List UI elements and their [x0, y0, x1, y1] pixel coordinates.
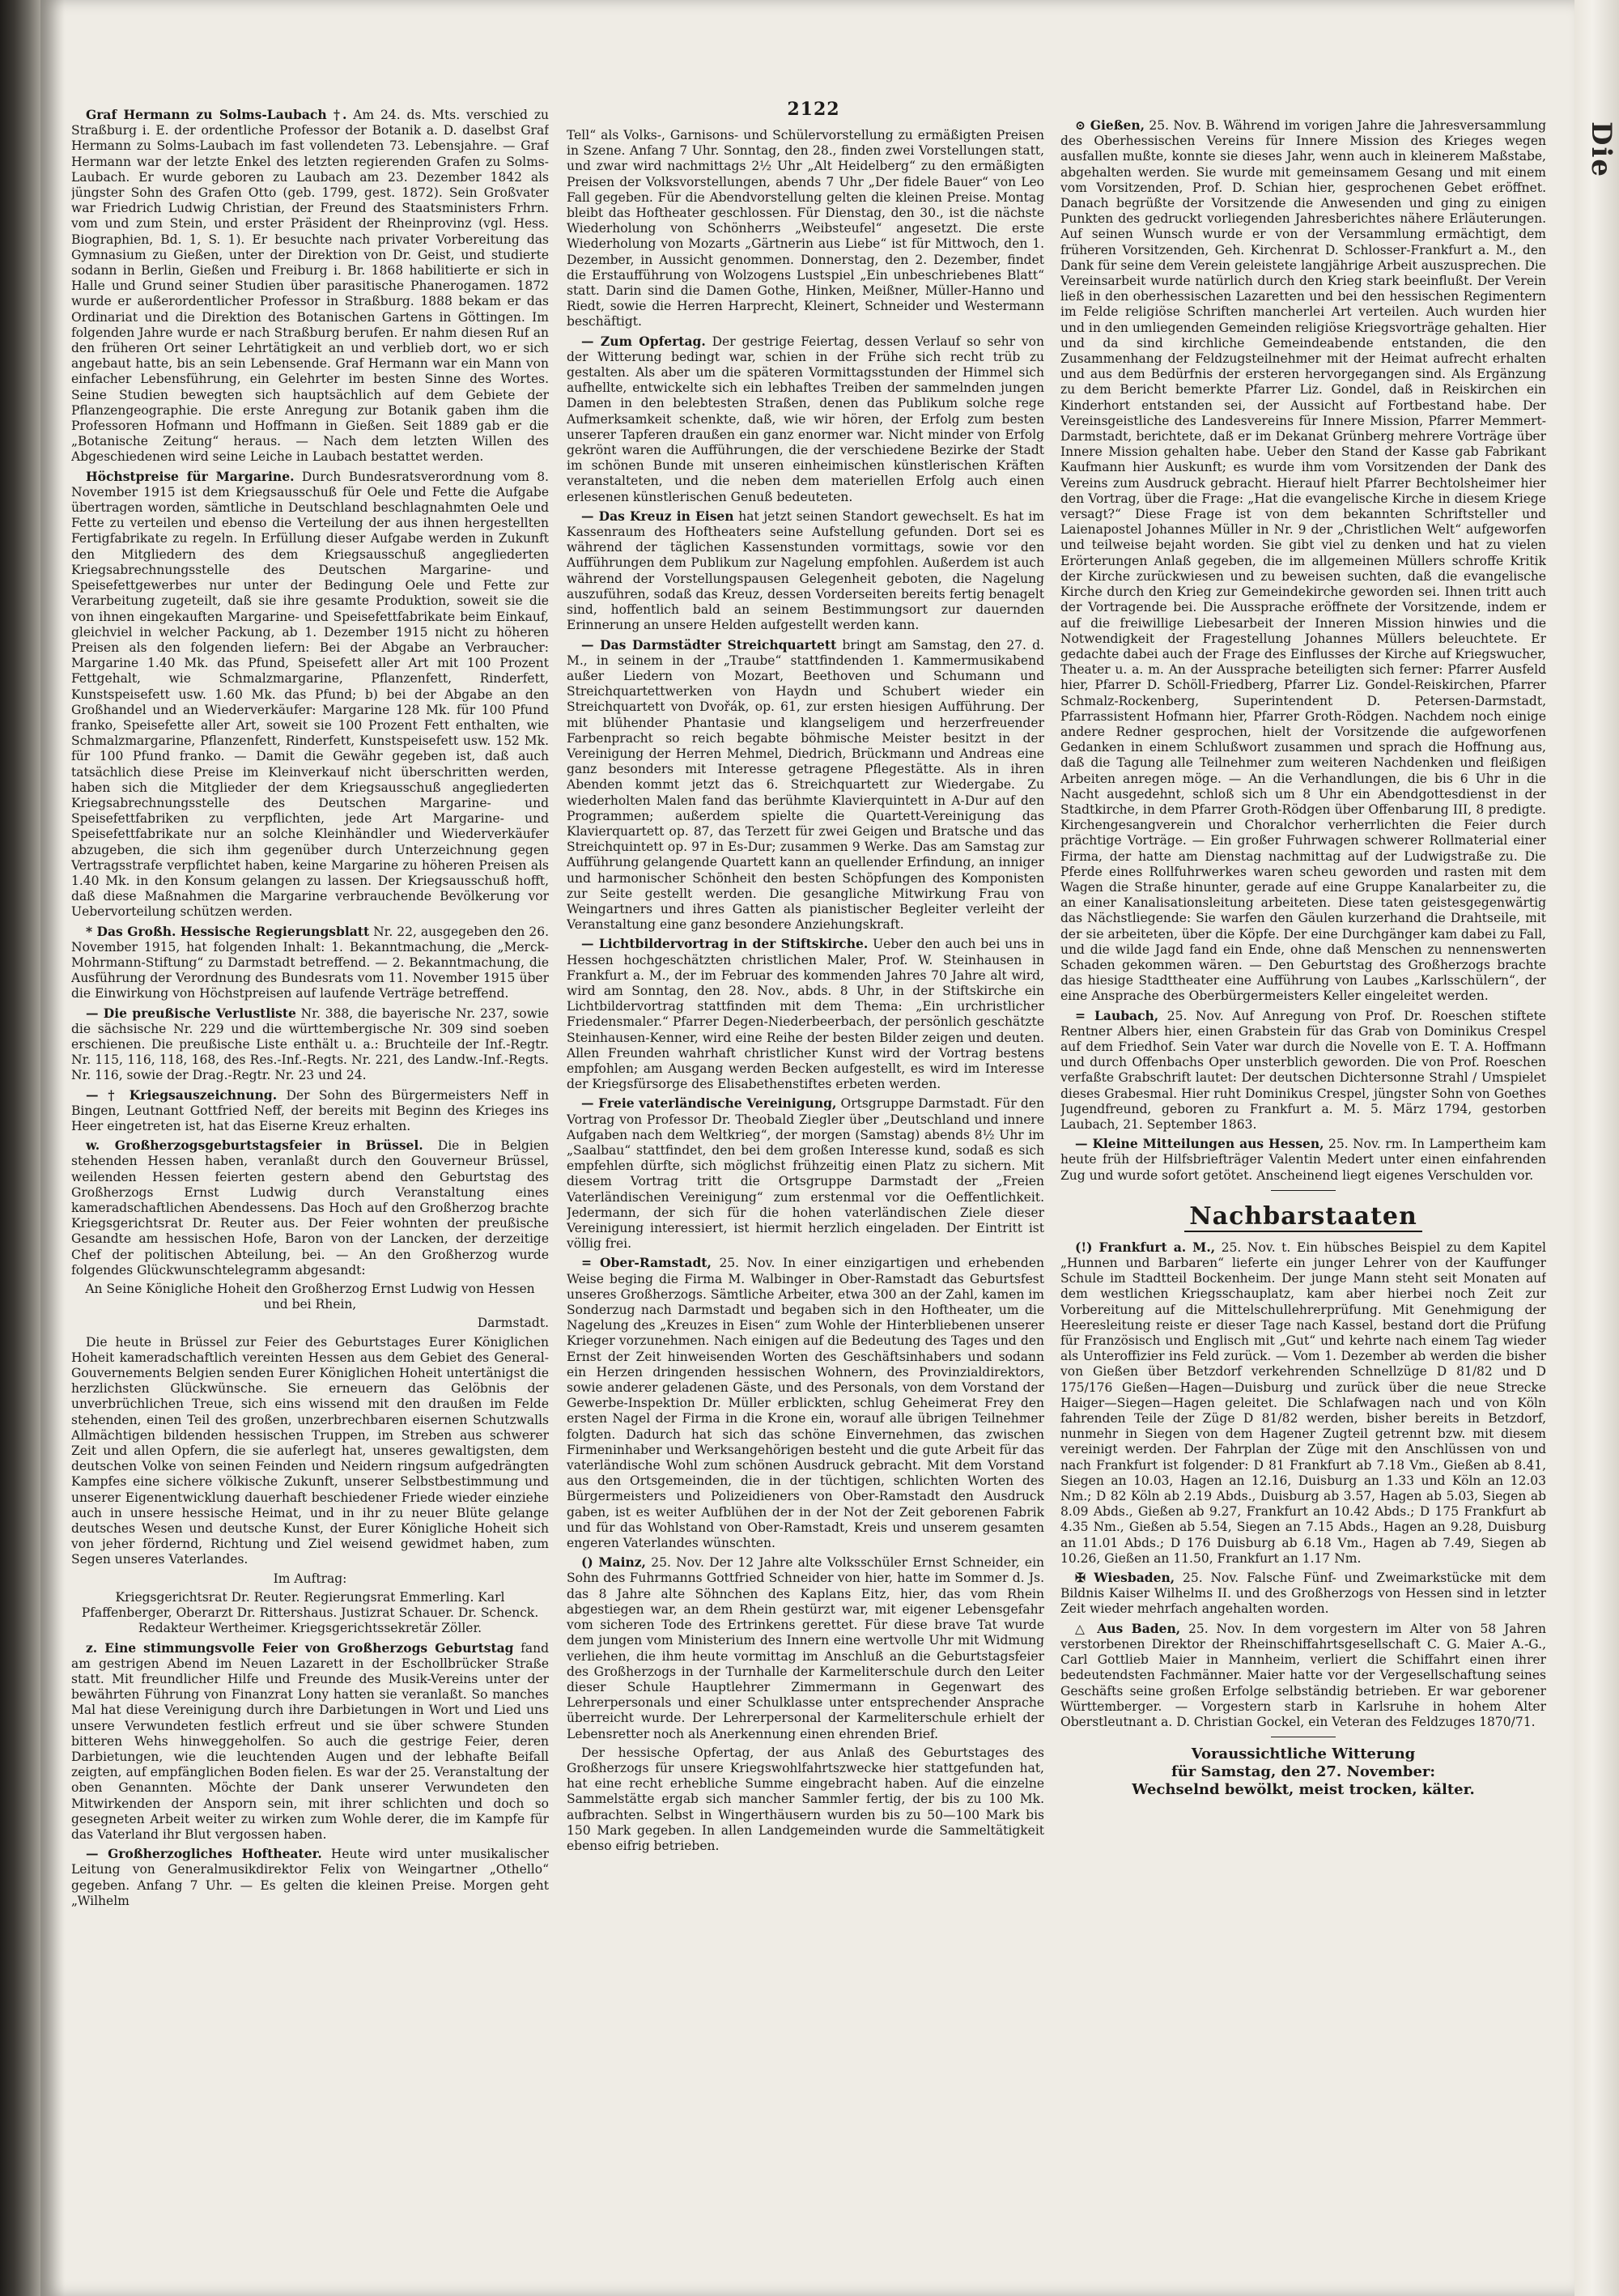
- article-headline: = Ober-Ramstadt,: [581, 1255, 712, 1271]
- weather-forecast-title: Voraussichtliche Witterung: [1191, 1745, 1416, 1763]
- column-2: [567, 128, 1044, 2265]
- col2-article: [567, 334, 1044, 505]
- article-body: Ortsgruppe Darmstadt. Für den Vortrag von Professor Dr. Theobald Ziegler über „Deutschland und innere Aufgaben nach dem Weltkrieg“, der morgen (Samstag) abends 8½ Uhr im „Saalbau“ stattfindet, den bei dem großen Interesse kund, sodaß es sich empfehlen dürfte, sich möglichst frühzeitig einen Platz zu sichern. Mit diesem Vortrag tritt die Ortsgruppe Darmstadt der „Freien Vaterländischen Vereinigung“ zum erstenmal vor die Oeffentlichkeit. Jedermann, der sich für die hohen vaterländischen Ziele dieser Vereinigung interessiert, ist hiermit herzlich eingeladen. Der Eintritt ist völlig frei.: [567, 1096, 1044, 1252]
- col1-article: [71, 1640, 549, 1843]
- article-body: Im Auftrag:: [273, 1571, 347, 1586]
- col1-article: [71, 1006, 549, 1084]
- col1-article: [71, 1137, 549, 1278]
- col3-article: [1060, 117, 1546, 1005]
- col2-article: [567, 637, 1044, 933]
- col1-article: [71, 107, 549, 466]
- article-body: 25. Nov. Auf Anregung von Prof. Dr. Roeschen stiftete Rentner Albers hier, einen Grabstein für das Grab von Dominikus Crespel auf dem Friedhof. Sein Vater war durch die Novelle von E. T. A. Hoffmann und durch Offenbachs Oper unsterblich geworden. Die von Prof. Roeschen verfaßte Grabschrift lautet: Der deutschen Dichtersonne Strahl / Umspielet dieses Grabesmal. Hier ruht Dominikus Crespel, jüngster Sohn von Goethes Jugendfreund, geboren zu Frankfurt a. M. 5. März 1794, gestorben Laubach, 21. September 1863.: [1060, 1008, 1546, 1132]
- col1-article: [71, 1282, 549, 1312]
- article-body: Darmstadt.: [477, 1316, 549, 1331]
- section-heading-nachbarstaaten: [1060, 1202, 1546, 1231]
- article-body: 25. Nov. rm. In Lampertheim kam heute früh der Hilfsbriefträger Valentin Medert unter einen einfahrenden Zug und wurde sofort getötet. Anscheinend liegt eigenes Verschulden vor.: [1060, 1137, 1546, 1183]
- col1-article: [71, 469, 549, 921]
- article-headline: * Das Großh. Hessische Regierungsblatt: [86, 923, 370, 939]
- article-body: An Seine Königliche Hoheit den Großherzog Ernst Ludwig von Hessen und bei Rhein,: [85, 1282, 535, 1312]
- weather-forecast-date: für Samstag, den 27. November:: [1171, 1763, 1436, 1781]
- article-body: Die heute in Brüssel zur Feier des Geburtstages Eurer Königlichen Hoheit kameradschaftlich vereinten Hessen aus dem Gebiet des General-Gouvernements Belgien senden Eurer Königlichen Hoheit untertänigst die herzlichsten Glückwünsche. Sie erneuern das Gelöbnis der unverbrüchlichen Treue, sich eins wissend mit den draußen im Felde stehenden, einen Teil des großen, unzerbrechbaren eisernen Schutzwalls Allmächtigen bildenden hessischen Truppen, im Streben aus schwerer Zeit und allen Opfern, die sie auferlegt hat, unseres gewaltigsten, dem deutschen Volke von seinen Feinden und Neidern ringsum aufgedrängten Kampfes eine sichere völkische Zukunft, unserer Selbstbestimmung und unserer Eigenentwicklung dauerhaft beschiedener Friede wieder einziehe auch in unsere hessische Heimat, und in ihr zu neuer Blüte gelange deutsches Wesen und deutsche Kunst, der Eurer Königliche Hoheit sich von jeher fördernd, Richtung und Ziel weisend gewidmet haben, zum Segen unseres Vaterlandes.: [71, 1334, 549, 1567]
- article-body: 25. Nov. In dem vorgestern im Alter von 58 Jahren verstorbenen Direktor der Rheinschiffahrtsgesellschaft C. G. Maier A.-G., Carl Gottlieb Maier in Mannheim, verliert die Schiffahrt einen ihrer bedeutendsten Fachmänner. Maier hatte vor der Vergesellschaftung seines Geschäfts seine großen Erfolge selbständig betrieben. Er war geborener Württemberger. — Vorgestern starb in Karlsruhe in hohem Alter Oberstleutnant a. D. Christian Gockel, ein Veteran des Feldzuges 1870/71.: [1060, 1621, 1546, 1729]
- article-headline: w. Großherzogsgeburtstagsfeier in Brüssel.: [86, 1137, 423, 1154]
- article-headline: — Die preußische Verlustliste: [86, 1005, 296, 1021]
- page-number: 2122: [787, 99, 840, 120]
- gutter-shadow: [40, 0, 65, 2296]
- col3-article: [1060, 1136, 1546, 1184]
- nachbarstaaten-article: [1060, 1621, 1546, 1730]
- column-3: [1060, 117, 1546, 2255]
- next-page-edge-text: Die: [1585, 121, 1617, 179]
- col2-article: [567, 1745, 1044, 1854]
- article-headline: = Laubach,: [1075, 1007, 1159, 1023]
- article-body: Die in Belgien stehenden Hessen haben, veranlaßt durch den Gouverneur Brüssel, weilenden Hessen feierten gestern abend den Geburtstag des Großherzogs Ernst Ludwig durch Veranstaltung eines kameradschaftlichen Abendessens. Das Hoch auf den Großherzog brachte Kriegsgerichtsrat Dr. Reuter aus. Der Feier wohnten der preußische Gesandte am hessischen Hofe, Baron von der Lancken, der derzeitige Chef der politischen Abteilung, bei. — An den Großherzog wurde folgendes Glückwunschtelegramm abgesandt:: [71, 1138, 549, 1278]
- column-1: [71, 107, 549, 2236]
- col2-article: [567, 508, 1044, 634]
- col1-article: [71, 1335, 549, 1568]
- col1-article: [71, 1571, 549, 1587]
- weather-forecast-text: Wechselnd bewölkt, meist trocken, kälter.: [1132, 1781, 1475, 1799]
- article-headline: () Mainz,: [581, 1554, 646, 1571]
- col1-article: [71, 1316, 549, 1331]
- article-headline: Graf Hermann zu Solms-Laubach †.: [86, 107, 347, 122]
- article-headline: — Freie vaterländische Vereinigung,: [581, 1095, 837, 1112]
- nachbarstaaten-article: [1060, 1570, 1546, 1618]
- article-body: Nr. 22, ausgegeben den 26. November 1915, hat folgenden Inhalt: 1. Bekanntmachung, die „Merck-Mohrmann-Stiftung“ zu Darmstadt betreffend. — 2. Bekanntmachung, die Ausführung der Verordnung des Bundesrats vom 11. November 1915 über die Einwirkung von Höchstpreisen auf laufende Verträge betreffend.: [71, 924, 549, 1001]
- book-binding: [0, 0, 40, 2296]
- article-headline: z. Eine stimmungsvolle Feier von Großherzogs Geburtstag: [86, 1639, 514, 1656]
- article-headline: — Lichtbildervortrag in der Stiftskirche.: [581, 936, 869, 952]
- article-body: Der Sohn des Bürgermeisters Neff in Bingen, Leutnant Gottfried Neff, der bereits mit Beginn des Krieges ins Heer eingetreten ist, hat das Eiserne Kreuz erhalten.: [71, 1087, 549, 1133]
- col2-article: [567, 128, 1044, 330]
- article-headline: — Zum Opfertag.: [581, 333, 706, 349]
- article-body: hat jetzt seinen Standort gewechselt. Es hat im Kassenraum des Hoftheaters seine Aufstellung gefunden. Dort sei es während der täglichen Kassenstunden vormittags, sowie vor den Aufführungen dem Publikum zur Nagelung empfohlen. Außerdem ist auch während der Vorstellungspausen Gelegenheit geboten, die Nagelung auszuführen, sodaß das Kreuz, dessen Vorderseiten bereits fertig benagelt sind, hoffentlich bald an seinem Bestimmungsort zur dauernden Erinnerung an unsere Helden aufgestellt werden kann.: [567, 508, 1044, 633]
- article-headline: ✠ Wiesbaden,: [1075, 1570, 1175, 1586]
- col1-article: [71, 1846, 549, 1909]
- col1-article: [71, 924, 549, 1002]
- article-headline: Höchstpreise für Margarine.: [86, 468, 295, 484]
- article-headline: — Das Darmstädter Streichquartett: [581, 636, 837, 653]
- article-headline: △ Aus Baden,: [1075, 1620, 1181, 1636]
- col1-article: [71, 1590, 549, 1637]
- col2-article: [567, 1554, 1044, 1741]
- article-headline: ⊙ Gießen,: [1075, 117, 1145, 133]
- article-body: Heute wird unter musikalischer Leitung von Generalmusikdirektor Felix von Weingartner „Othello“ gegeben. Anfang 7 Uhr. — Es gelten die kleinen Preise. Morgen geht „Wilhelm: [71, 1847, 549, 1908]
- article-body: 25. Nov. t. Ein hübsches Beispiel zu dem Kapitel „Hunnen und Barbaren“ lieferte ein junger Lehrer von der Kauffunger Schule im Stadtteil Bockenheim. Der junge Mann steht seit Monaten auf dem westlichen Kriegsschauplatz, kam aber hierbei noch Zeit zur Vorbereitung auf die Mittelschullehrerprüfung. Mit Genehmigung der Heeresleitung reiste er dieser Tage nach Kassel, bestand dort die Prüfung für Französisch und Englisch mit „Gut“ und kehrte nach einem Tag wieder als Unteroffizier ins Feld zurück. — Vom 1. Dezember ab werden die bisher von Gießen über Betzdorf verkehrenden Schnellzüge D 81/82 und D 175/176 Gießen—Hagen—Duisburg und zurück über die neue Strecke Haiger—Siegen—Hagen geleitet. Die Schlafwagen nach und von Köln fahrenden Teile der Züge D 81/82 werden, bisher bereits in Betzdorf, nunmehr in Siegen von dem Hagener Zugteil getrennt bzw. mit diesem vereinigt werden. Der Fahrplan der Züge mit den Anschlüssen von und nach Frankfurt ist folgender: D 81 Frankfurt ab 7.18 Vm., Gießen ab 8.41, Siegen an 10.03, Hagen an 12.16, Duisburg an 1.33 und Köln an 12.03 Nm.; D 82 Köln ab 2.19 Abds., Duisburg ab 3.57, Hagen ab 5.03, Siegen ab 8.09 Abds., Gießen ab 9.27, Frankfurt an 10.42 Abds.; D 175 Frankfurt ab 4.35 Nm., Gießen ab 5.54, Siegen an 7.15 Abds., Hagen an 9.28, Duisburg an 11.01 Abds.; D 176 Duisburg ab 6.18 Vm., Hagen ab 7.49, Siegen ab 10.26, Gießen an 11.50, Frankfurt an 1.17 Nm.: [1060, 1239, 1546, 1566]
- article-headline: — † Kriegsauszeichnung.: [86, 1086, 278, 1103]
- article-body: 25. Nov. B. Während im vorigen Jahre die Jahresversammlung des Oberhessischen Vereins für Innere Mission des Krieges wegen ausfallen mußte, konnte sie dieses Jahr, wenn auch in kleinerem Maßstabe, abgehalten werden. Sie wurde mit gemeinsamem Gesang und mit einem vom Vorsitzenden, Prof. D. Schian hier, gesprochenen Gebet eröffnet. Danach begrüßte der Vorsitzende die Anwesenden und ging zu einigen Punkten des gedruckt vorliegenden Jahresberichtes nähere Erläuterungen. Auf seinen Wunsch wurde er von der Versammlung ermächtigt, dem früheren Vorsitzenden, Geh. Kirchenrat D. Schlosser-Frankfurt a. M., den Dank für seine dem Verein geleistete langjährige Arbeit auszusprechen. Die Vereinsarbeit wurde natürlich durch den Krieg stark beeinflußt. Der Verein ließ in den oberhessischen Lazaretten und bei den hessischen Regimentern im Felde religiöse Schriften mancherlei Art verteilen. Auch wurden hier und in den umliegenden Gemeinden religiöse Kriegsvorträge gehalten. Hier und da sind kirchliche Gemeindeabende entstanden, die den Zusammenhang der Feldzugsteilnehmer mit der Heimat aufrecht erhalten und aus dem Bedürfnis der ersteren hervorgegangen sind. Als Ergänzung zu dem Bericht bemerkte Pfarrer Liz. Gondel, daß in Reiskirchen ein Kinderhort entstanden sei, der Aussicht auf Fortbestand habe. Der Vereinsgeistliche des Landesvereins für Innere Mission, Pfarrer Memmert-Darmstadt, berichtete, daß er im Dekanat Grünberg mehrere Vorträge über Innere Mission gehalten habe. Ueber den Stand der Kasse gab Fabrikant Kaufmann hier Auskunft; es wurde ihm vom Vorsitzenden der Dank des Vereins zum Ausdruck gebracht. Hierauf hielt Pfarrer Bechtolsheimer hier den Vortrag, über die Frage: „Hat die evangelische Kirche in diesem Kriege versagt?“ Diese Frage ist von dem bekannten Schriftsteller und Laienapostel Johannes Müller in Nr. 9 der „Christlichen Welt“ aufgeworfen und teilweise bejaht worden. Sie gibt viel zu denken und hat zu vielen Erörterungen Anlaß gegeben, die im allgemeinen Müllers schroffe Kritik der Kirche zurückwiesen und zu beweisen suchten, daß die evangelische Kirche durch den Krieg zur Gemeindekirche geworden sei. Ihnen tritt auch der Vortragende bei. Die Aussprache eröffnete der Vorsitzende, indem er auf die freiwillige Liebesarbeit der Inneren Mission hinwies und die Notwendigkeit der Fragestellung Johannes Müllers beleuchtete. Er gedachte dabei auch der Frage des Einflusses der Kirche auf Kriegswucher, Theater u. a. m. An der Aussprache beteiligten sich ferner: Pfarrer Ausfeld hier, Pfarrer D. Schöll-Friedberg, Pfarrer Liz. Gondel-Reiskirchen, Pfarrer Schmalz-Rockenberg, Superintendent D. Petersen-Darmstadt, Pfarrassistent Hofmann hier, Pfarrer Groth-Rödgen. Nachdem noch einige andere Redner gesprochen, hielt der Vorsitzende die aufgeworfenen Gedanken in einem Schlußwort zusammen und sprach die Hoffnung aus, daß die Tagung alle Teilnehmer zum weiteren Nachdenken und fleißigen Arbeiten anregen möge. — An die Verhandlungen, die bis 6 Uhr in die Nacht ausgedehnt, schloß sich um 8 Uhr ein Abendgottesdienst in der Stadtkirche, in dem Pfarrer Groth-Rödgen über Offenbarung III, 8 predigte. Kirchengesangverein und Choralchor verherrlichten die Feier durch prächtige Vorträge. — Ein großer Fuhrwagen schwerer Rollmaterial einer Firma, der hatte am Dienstag nachmittag auf der Ludwigstraße zu. Die Pferde eines Rollfuhrwerkes waren scheu geworden und rasten mit dem Wagen die Straße hinunter, gerade auf eine Gruppe Kanalarbeiter zu, die an einer Kanalisationsleitung arbeiteten. Diese taten geistesgegenwärtig das Nächstliegende: Sie warfen den Gäulen kurzerhand die Drahtseile, mit der sie arbeiteten, über die Köpfe. Der eine Durchgänger kam dabei zu Fall, und die wilde Jagd fand ein Ende, ohne daß Menschen zu nennenswerten Schaden gekommen wären. — Den Geburtstag des Großherzogs brachte das hiesige Stadttheater eine Aufführung von Laubes „Karlsschülern“, der eine Ansprache des Oberbürgermeisters Keller eingeleitet werden.: [1060, 118, 1546, 1004]
- article-body: Am 24. ds. Mts. verschied zu Straßburg i. E. der ordentliche Professor der Botanik a. D. daselbst Graf Hermann zu Solms-Laubach im fast vollendeten 73. Lebensjahre. — Graf Hermann war der letzte Enkel des letzten regierenden Grafen zu Solms-Laubach. Er wurde geboren zu Laubach am 23. Dezember 1842 als jüngster Sohn des Grafen Otto (geb. 1799, gest. 1872). Sein Großvater war Friedrich Ludwig Christian, der Freund des Staatsministers Frhrn. vom und zum Stein, und erster Präsident der Rheinprovinz (vgl. Hess. Biographien, Bd. 1, S. 1). Er besuchte nach privater Vorbereitung das Gymnasium zu Gießen, unter der Direktion von Dr. Geist, und studierte sodann in Berlin, Gießen und Freiburg i. Br. 1868 habilitierte er sich in Halle und Grund seiner Studien über parasitische Phanerogamen. 1872 wurde er außerordentlicher Professor in Straßburg. 1888 bekam er das Ordinariat und die Direktion des Botanischen Gartens in Göttingen. Im folgenden Jahre wurde er nach Straßburg berufen. Er nahm diesen Ruf an den früheren Ort seiner Lehrtätigkeit an und verblieb dort, wo er sich angebaut hatte, bis an sein Lebensende. Graf Hermann war ein Mann von einfacher Lebensführung, ein Gelehrter im besten Sinne des Wortes. Seine Studien bewegten sich hauptsächlich auf dem Gebiete der Pflanzengeographie. Die erste Anregung zur Botanik gaben ihm die Professoren Hofmann und Hoffmann in Gießen. Seit 1889 gab er die „Botanische Zeitung“ heraus. — Nach dem letzten Willen des Abgeschiedenen wird seine Leiche in Laubach bestattet werden.: [71, 108, 549, 465]
- col2-article: [567, 936, 1044, 1092]
- col2-article: [567, 1095, 1044, 1252]
- article-body: 25. Nov. Der 12 Jahre alte Volksschüler Ernst Schneider, ein Sohn des Fuhrmanns Gottfried Schneider von hier, hatte im Sommer d. Js. das 8 Jahre alte Söhnchen des Kaplans Eitz, hier, das vom Rhein abgestiegen war, an dem Rhein gestürzt war, mit eigener Lebensgefahr vom sicheren Tode des Ertrinkens gerettet. Für diese brave Tat wurde dem jungen vom Ministerium des Innern eine wertvolle Uhr mit Widmung verliehen, die ihm heute vormittag im Anschluß an die Geburtstagsfeier des Großherzogs in der Turnhalle der Karmeliterschule durch den Leiter dieser Schule Hauptlehrer Zimmermann in Gegenwart des Lehrerpersonals und einer Schulklasse unter entsprechender Ansprache überreicht wurde. Der Lehrerpersonal der Karmeliterschule erhielt der Lebensretter noch als Anerkennung einen ehrenden Brief.: [567, 1555, 1044, 1741]
- article-headline: — Großherzogliches Hoftheater.: [86, 1846, 322, 1862]
- article-headline: — Das Kreuz in Eisen: [581, 508, 734, 524]
- article-body: Ueber den auch bei uns in Hessen hochgeschätzten christlichen Maler, Prof. W. Steinhausen in Frankfurt a. M., der im Februar des kommenden Jahres 70 Jahre alt wird, wird am Sonntag, den 28. Nov., abds. 8 Uhr, in der Stiftskirche ein Lichtbildervortrag stattfinden mit dem Thema: „Ein urchristlicher Friedensmaler.“ Pfarrer Degen-Niederbeerbach, der persönlich geschätzte Steinhausen-Kenner, wird eine Reihe der besten Bilder zeigen und deuten. Allen Freunden wahrhaft christlicher Kunst wird der Vortrag bestens empfohlen; am Ausgang werden Becken aufgestellt, es wird im Interesse der Kriegsfürsorge des Elisabethenstiftes erbeten werden.: [567, 937, 1044, 1092]
- next-page-edge: [1574, 0, 1619, 2296]
- section-heading-text: Nachbarstaaten: [1184, 1202, 1422, 1232]
- article-headline: — Kleine Mitteilungen aus Hessen,: [1075, 1136, 1324, 1152]
- article-body: Kriegsgerichtsrat Dr. Reuter. Regierungsrat Emmerling. Karl Pfaffenberger, Oberarzt Dr. Rittershaus. Justizrat Schauer. Dr. Schenck. Redakteur Wertheimer. Kriegsgerichtssekretär Zöller.: [81, 1589, 539, 1636]
- article-body: Durch Bundesratsverordnung vom 8. November 1915 ist dem Kriegsausschuß für Oele und Fette die Aufgabe übertragen worden, sämtliche in Deutschland beschlagnahmten Oele und Fette zu verteilen und ebenso die Verteilung der aus ihnen hergestellten Fertigfabrikate zu regeln. In Erfüllung dieser Aufgabe werden in Zukunft den Mitgliedern des dem Kriegsausschuß angegliederten Kriegsabrechnungsstelle des Deutschen Margarine- und Speisefettgewerbes nur unter der Bedingung Oele und Fette zur Verarbeitung zugeteilt, daß sie ihre gesamte Produktion, soweit sie die von ihnen eingekauften Margarine- und Speisefettfabrikate beim Einkauf, gleichviel in welcher Packung, ab 1. Dezember 1915 nicht zu höheren Preisen als den folgenden liefern: Bei der Abgabe an Verbraucher: Margarine 1.40 Mk. das Pfund, Speisefett aller Art mit 100 Prozent Fettgehalt, wie Schmalzmargarine, Pflanzenfett, Rinderfett, Kunstspeisefett usw. 1.60 Mk. das Pfund; b) bei der Abgabe an den Großhandel und an Wiederverkäufer: Margarine 128 Mk. für 100 Pfund franko, Speisefette aller Art, soweit sie 100 Prozent Fett enthalten, wie Schmalzmargarine, Pflanzenfett, Rinderfett, Kunstspeisefett usw. 152 Mk. für 100 Pfund franko. — Damit die Gewähr gegeben ist, daß auch tatsächlich diese Preise im Kleinverkauf nicht überschritten werden, haben sich die Mitglieder der dem Kriegsausschuß angegliederten Kriegsabrechnungsstelle des Deutschen Margarine- und Speisefettfabriken zu verpflichten, jede Art Margarine- und Speisefettfabrikate nur an solche Kleinhändler und Wiederverkäufer abzugeben, die sich ihm gegenüber durch Unterzeichnung gegen Vertragsstrafe verpflichtet haben, keine Margarine zu höheren Preisen als 1.40 Mk. in den Konsum gelangen zu lassen. Der Kriegsausschuß hofft, daß diese Maßnahmen die Margarine verbrauchende Bevölkerung vor Uebervorteilung schützen werden.: [71, 469, 549, 920]
- article-body: 25. Nov. Falsche Fünf- und Zweimarkstücke mit dem Bildnis Kaiser Wilhelms II. und des Großherzogs von Hessen sind in letzter Zeit wieder mehrfach angehalten worden.: [1060, 1571, 1546, 1617]
- col3-article: [1060, 1008, 1546, 1133]
- article-body: Tell“ als Volks-, Garnisons- und Schülervorstellung zu ermäßigten Preisen in Szene. Anfang 7 Uhr. Sonntag, den 28., finden zwei Vorstellungen statt, und zwar wird nachmittags 2½ Uhr „Alt Heidelberg“ zu den ermäßigten Preisen der Volksvorstellungen, abends 7 Uhr „Der fidele Bauer“ von Leo Fall gegeben. Für die Abendvorstellung gelten die kleinen Preise. Montag bleibt das Hoftheater geschlossen. Für Dienstag, den 30., ist die nächste Wiederholung von Schönherrs „Weibsteufel“ angesetzt. Die erste Wiederholung von Mozarts „Gärtnerin aus Liebe“ ist für Mittwoch, den 1. Dezember, in Aussicht genommen. Donnerstag, den 2. Dezember, findet die Erstaufführung von Wolzogens Lustspiel „Ein unbeschriebenes Blatt“ statt. Darin sind die Damen Gothe, Hinken, Meißner, Müller-Hanno und Riedt, sowie die Herren Harprecht, Kleinert, Schneider und Westermann beschäftigt.: [567, 128, 1044, 330]
- nachbarstaaten-article: [1060, 1239, 1546, 1567]
- section-rule: [1271, 1190, 1336, 1191]
- article-headline: (!) Frankfurt a. M.,: [1075, 1239, 1216, 1255]
- article-body: Der gestrige Feiertag, dessen Verlauf so sehr von der Witterung bedingt war, schien in der Frühe sich recht trüb zu gestalten. Als aber um die späteren Vormittagsstunden der Himmel sich aufhellte, entwickelte sich ein lebhaftes Treiben der sammelnden jungen Damen in den belebtesten Straßen, denen das Publikum solche rege Aufmerksamkeit schenkte, daß, wie wir hören, der Erfolg zum besten unserer Tapferen draußen ein ganz enormer war. Nicht minder von Erfolg gekrönt waren die Aufführungen, die der verschiedene Bezirke der Stadt im schönen Bunde mit unseren einheimischen künstlerischen Kräften veranstalteten, und die neben dem materiellen Erfolg auch einen erlesenen künstlerischen Genuß bedeuteten.: [567, 334, 1044, 504]
- article-body: fand am gestrigen Abend im Neuen Lazarett in der Eschollbrücker Straße statt. Mit freundlicher Hilfe und Freunde des Musik-Vereins unter der bewährten Führung von Finanzrat Lony hatten sie veranlaßt. So manches Mal hat diese Vereinigung durch ihre Darbietungen in Wort und Lied uns unsere Verwundeten festlich erfreut und sie über schwere Stunden bitteren Wehs hinweggeholfen. So auch die gestrige Feier, deren Darbietungen, wie die leuchtenden Augen und der lebhafte Beifall zeigten, auf empfänglichen Boden fielen. Es war der 25. Veranstaltung der oben Genannten. Möchte der Dank unserer Verwundeten den Mitwirkenden der Ansporn sein, mit ihrer schlichten und doch so gesegneten Arbeit weiter zu wirken zum Wohle derer, die im Kampfe für das Vaterland ihr Blut vergossen haben.: [71, 1640, 549, 1842]
- col2-article: [567, 1255, 1044, 1551]
- article-body: Nr. 388, die bayerische Nr. 237, sowie die sächsische Nr. 229 und die württembergische Nr. 309 sind soeben erschienen. Die preußische Liste enthält u. a.: Bruchteile der Inf.-Regtr. Nr. 115, 116, 118, 168, des Res.-Inf.-Regts. Nr. 221, des Landw.-Inf.-Regts. Nr. 116, sowie der Drag.-Regtr. Nr. 23 und 24.: [71, 1006, 549, 1083]
- article-body: bringt am Samstag, den 27. d. M., in seinem in der „Traube“ stattfindenden 1. Kammermusikabend außer Liedern von Mozart, Beethoven und Schumann und Streichquartettwerken von Haydn und Schubert wieder ein Streichquartett von Dvořák, op. 61, zur ersten hiesigen Aufführung. Der mit blühender Phantasie und klangseligem und herzerfreuender Farbenpracht so reich begabte böhmische Meister besitzt in der Vereinigung der Herren Mehmel, Diedrich, Brückmann und Andreas eine ganz besonders mit Interesse getragene Pflegestätte. Als in ihren Abenden kommt jetzt das 6. Streichquartett zur Wiedergabe. Zu wiederholten Malen fand das berühmte Klavierquintett in A-Dur auf den Programmen; außerdem spielte die Quartett-Vereinigung das Klavierquartett op. 87, das Terzett für zwei Geigen und Bratsche und das Streichquintett op. 97 in Es-Dur; zusammen 9 Werke. Das am Samstag zur Aufführung gelangende Quartett kann an quellender Erfindung, an inniger und harmonischer Schönheit den besten Schöpfungen des Komponisten zur Seite gestellt werden. Die gesangliche Mitwirkung Frau von Weingartners und ihres Gatten als pianistischer Begleiter verleiht der Veranstaltung eine ganz besondere Anziehungskraft.: [567, 637, 1044, 933]
- col1-article: [71, 1087, 549, 1135]
- article-body: 25. Nov. In einer einzigartigen und erhebenden Weise beging die Firma M. Walbinger in Ober-Ramstadt das Geburtsfest unseres Großherzogs. Sämtliche Arbeiter, etwa 300 an der Zahl, kamen im Sonderzug nach Darmstadt und begaben sich in den Hoftheater, um die Nagelung des „Kreuzes in Eisen“ zum Wohle der Hinterbliebenen unserer Krieger vorzunehmen. Nach einigen auf die Bedeutung des Tages und den Ernst der Zeit hinweisenden Worten des Geschäftsinhabers und sodann ein Herzen dringenden hessischen Wohnern, des Provinzialdirektors, sowie anderer geladenen Gäste, und des Personals, von dem Vorstand der Gewerbe-Inspektion Dr. Müller erblickten, schlug Geheimerat Frey den ersten Nagel der Firma in die Krone ein, worauf alle übrigen Teilnehmer folgten. Dadurch hat sich das schöne Einvernehmen, das zwischen Firmeninhaber und Werksangehörigen besteht und die gute Arbeit für das vaterländische Wohl zum schönen Ausdruck gebracht. Mit dem Vorstand aus den Ortsgemeinden, die in der tüchtigen, schlichten Worten des Bürgermeisters und Polizeidieners von Ober-Ramstadt den Ausdruck gaben, ist es weiter Aufblühen der in der Not der Zeit geborenen Fabrik und für das Wohlstand von Ober-Ramstadt, Kreis und unserem gesamten engeren Vaterlandes wünschten.: [567, 1256, 1044, 1551]
- article-body: Der hessische Opfertag, der aus Anlaß des Geburtstages des Großherzogs für unsere Kriegswohlfahrtszwecke hier stattgefunden hat, hat eine recht erhebliche Summe eingebracht haben. Auf die einzelne Sammelstätte ergab sich mancher Sammler fertig, der bis zu 100 Mk. aufbrachten. Selbst in Wingerthäusern wurden bis zu 50—100 Mark bis 150 Mark gegeben. In allen Landgemeinden wurde die Sammeltätigkeit ebenso eifrig betrieben.: [567, 1745, 1044, 1853]
